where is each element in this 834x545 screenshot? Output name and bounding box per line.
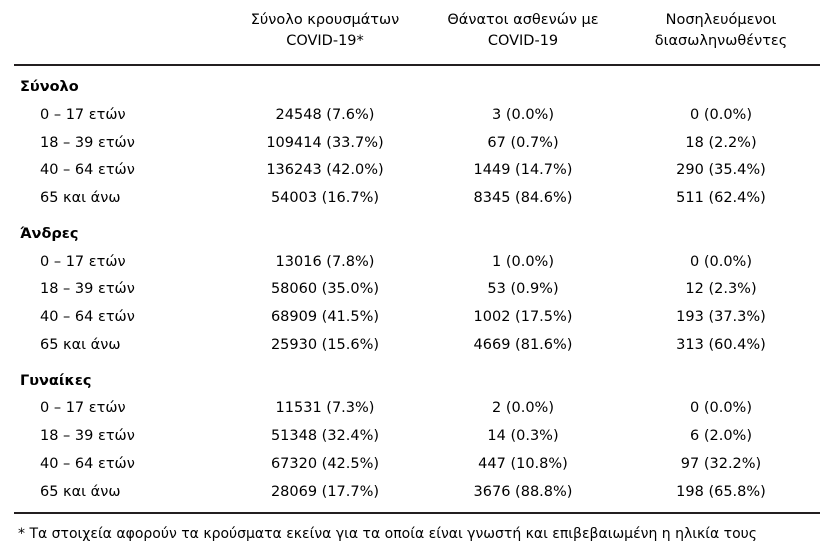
row-cases: 68909 (41.5%) (270, 309, 380, 326)
row-intubated: 18 (2.2%) (685, 134, 757, 151)
row-label: 18 – 39 ετών (40, 428, 135, 445)
table-row (14, 185, 820, 213)
group-title: Άνδρες (20, 225, 79, 242)
row-cases: 25930 (15.6%) (270, 336, 380, 353)
row-label: 40 – 64 ετών (40, 455, 135, 472)
header-row (14, 0, 820, 65)
table-row (14, 395, 820, 423)
row-intubated: 97 (32.2%) (680, 455, 762, 472)
table-row (14, 157, 820, 185)
row-label: 65 και άνω (40, 190, 121, 207)
row-intubated: 0 (0.0%) (690, 253, 752, 270)
row-intubated: 511 (62.4%) (676, 190, 766, 207)
row-cases: 24548 (7.6%) (275, 106, 375, 123)
row-deaths: 1002 (17.5%) (473, 309, 573, 326)
group-title: Σύνολο (20, 79, 79, 96)
row-intubated: 290 (35.4%) (676, 162, 766, 179)
row-deaths: 2 (0.0%) (492, 400, 554, 417)
group-spacer-cases (226, 213, 424, 249)
table-footnote: * Τα στοιχεία αφορούν τα κρούσματα εκείνα για τα οποία είναι γνωστή και επιβεβαιωμένη η ηλικία τους (18, 526, 757, 543)
table-row (14, 451, 820, 479)
column-header-intubated-line1: Νοσηλευόμενοι (665, 12, 777, 28)
row-cases: 51348 (32.4%) (270, 428, 380, 445)
group-spacer-deaths (424, 360, 622, 396)
row-deaths: 1449 (14.7%) (473, 162, 573, 179)
group-header-row (14, 65, 820, 102)
row-intubated: 193 (37.3%) (676, 309, 766, 326)
row-cases: 136243 (42.0%) (266, 162, 384, 179)
row-intubated: 12 (2.3%) (685, 281, 757, 298)
row-cases: 13016 (7.8%) (275, 253, 375, 270)
row-cases: 109414 (33.7%) (266, 134, 384, 151)
column-header-intubated (622, 0, 820, 65)
row-deaths: 14 (0.3%) (487, 428, 559, 445)
row-deaths: 3676 (88.8%) (473, 483, 573, 500)
table-row (14, 130, 820, 158)
row-intubated: 6 (2.0%) (690, 428, 752, 445)
table-body (14, 65, 820, 513)
table-row (14, 276, 820, 304)
group-spacer-deaths (424, 65, 622, 102)
column-header-deaths-line1: Θάνατοι ασθενών με (447, 12, 599, 28)
row-label: 40 – 64 ετών (40, 162, 135, 179)
table-row (14, 304, 820, 332)
row-deaths: 3 (0.0%) (492, 106, 554, 123)
row-label: 0 – 17 ετών (40, 253, 126, 270)
group-header-row (14, 360, 820, 396)
column-header-cases-line1: Σύνολο κρουσμάτων (250, 12, 400, 28)
row-label: 0 – 17 ετών (40, 400, 126, 417)
group-spacer-deaths (424, 213, 622, 249)
row-label: 65 και άνω (40, 336, 121, 353)
table-row (14, 332, 820, 360)
row-intubated: 198 (65.8%) (676, 483, 766, 500)
column-header-deaths (424, 0, 622, 65)
column-header-cases-line2: COVID-19* (286, 33, 364, 50)
row-cases: 54003 (16.7%) (270, 190, 380, 207)
column-header-label (14, 0, 226, 65)
table-row (14, 423, 820, 451)
table-row (14, 479, 820, 514)
row-cases: 58060 (35.0%) (270, 281, 380, 298)
row-label: 0 – 17 ετών (40, 106, 126, 123)
column-header-deaths-line2: COVID-19 (487, 33, 559, 50)
table-row (14, 102, 820, 130)
row-label: 18 – 39 ετών (40, 134, 135, 151)
row-cases: 67320 (42.5%) (270, 455, 380, 472)
age-group-statistics-table (14, 0, 820, 516)
row-intubated: 0 (0.0%) (690, 106, 752, 123)
group-spacer-cases (226, 360, 424, 396)
row-deaths: 8345 (84.6%) (473, 190, 573, 207)
column-header-intubated-line2: διασωληνωθέντες (654, 33, 788, 50)
table-row (14, 249, 820, 277)
row-label: 40 – 64 ετών (40, 309, 135, 326)
group-spacer-intubated (622, 213, 820, 249)
table-header (14, 0, 820, 65)
row-label: 65 και άνω (40, 483, 121, 500)
column-header-cases (226, 0, 424, 65)
row-intubated: 313 (60.4%) (676, 336, 766, 353)
row-cases: 11531 (7.3%) (275, 400, 375, 417)
row-intubated: 0 (0.0%) (690, 400, 752, 417)
row-label: 18 – 39 ετών (40, 281, 135, 298)
group-title: Γυναίκες (20, 372, 92, 389)
group-header-row (14, 213, 820, 249)
row-deaths: 447 (10.8%) (478, 455, 568, 472)
group-spacer-cases (226, 65, 424, 102)
row-deaths: 53 (0.9%) (487, 281, 559, 298)
group-spacer-intubated (622, 65, 820, 102)
row-deaths: 1 (0.0%) (492, 253, 554, 270)
row-deaths: 67 (0.7%) (487, 134, 559, 151)
row-deaths: 4669 (81.6%) (473, 336, 573, 353)
row-cases: 28069 (17.7%) (270, 483, 380, 500)
group-spacer-intubated (622, 360, 820, 396)
